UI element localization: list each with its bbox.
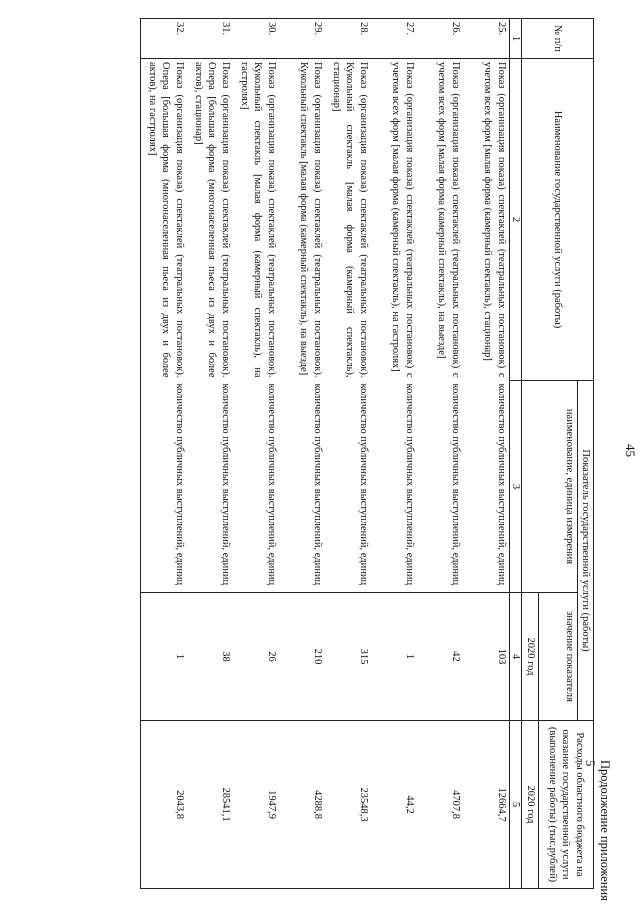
row-number: 29. (279, 19, 325, 59)
column-number: 1 (509, 19, 522, 59)
service-name: Показ (организация показа) спектаклей (театральных постановок). Опера [большая форма (многонаселенная пьеса из двух и более актов), на гастролях] (140, 59, 187, 381)
service-name: Показ (организация показа) спектаклей (театральных постановок) с учетом всех форм [малая форма (камерный спектакль), стационар] (482, 62, 507, 378)
indicator-value: 26 (233, 593, 279, 721)
expenses-value: 2043,8 (140, 721, 187, 889)
table-row (417, 19, 463, 889)
header-col-expenses-year: 2020 год (522, 721, 538, 889)
expenses-value: 23548,3 (325, 721, 371, 889)
continuation-note: Продолжение приложения 5 (583, 760, 612, 901)
table-row (233, 19, 279, 889)
header-row-1 (577, 19, 593, 889)
table-row (140, 19, 187, 889)
header-col-num: № п/п (522, 19, 594, 59)
column-number: 4 (509, 593, 522, 721)
table-row (187, 19, 233, 889)
expenses-value: 4288,8 (279, 721, 325, 889)
row-number: 28. (325, 19, 371, 59)
table-row (279, 19, 325, 889)
expenses-value: 44,2 (371, 721, 417, 889)
row-number: 30. (233, 19, 279, 59)
header-col-value: значение показателя (538, 593, 577, 721)
table-row (371, 19, 417, 889)
column-number: 2 (509, 59, 522, 381)
header-col-value-year: 2020 год (522, 593, 538, 721)
header-col-name: Наименование государственной услуги (работы) (522, 59, 594, 381)
service-name: Показ (организация показа) спектаклей (театральных постановок). Кукольный спектакль [малая форма (камерный спектакль), стационар] (330, 62, 369, 378)
indicator-unit: количество публичных выступлений, единиц (495, 383, 507, 586)
indicator-unit: количество публичных выступлений, единиц (219, 383, 231, 586)
column-number: 5 (509, 721, 522, 889)
expenses-value: 28541,1 (187, 721, 233, 889)
indicator-unit: количество публичных выступлений, единиц (140, 381, 187, 593)
header-col-unit: наименование, единица измерения (522, 381, 577, 593)
service-name: Показ (организация показа) спектаклей (театральных постановок). Опера [большая форма (многонаселенная пьеса из двух и более актов), стационар] (192, 62, 231, 378)
column-number: 3 (509, 381, 522, 593)
row-number: 25. (463, 19, 510, 59)
indicator-value: 315 (325, 593, 371, 721)
row-number: 32. (140, 19, 187, 59)
expenses-value: 4707,8 (417, 721, 463, 889)
table-body (140, 19, 509, 889)
row-number: 26. (417, 19, 463, 59)
indicator-unit: количество публичных выступлений, единиц (403, 383, 415, 586)
header-col-indicator-group: Показатель государственной услуги (работы) (577, 381, 593, 721)
services-table (140, 18, 594, 889)
indicator-unit: количество публичных выступлений, единиц (357, 383, 369, 586)
header-col-expenses: Расходы областного бюджета на оказание государственной услуги (выполнение работы) (тыс.рублей) (538, 721, 593, 889)
table-row (463, 19, 510, 889)
indicator-unit: количество публичных выступлений, единиц (449, 383, 461, 586)
page-number: 45 (623, 444, 638, 457)
expenses-value: 1947,9 (233, 721, 279, 889)
table-row (325, 19, 371, 889)
indicator-value: 42 (417, 593, 463, 721)
column-number-row (509, 19, 522, 889)
indicator-unit: количество публичных выступлений, единиц (311, 383, 323, 586)
service-name: Показ (организация показа) спектаклей (театральных постановок). Кукольный спектакль [малая форма (камерный спектакль), на выезде] (298, 62, 323, 378)
indicator-unit: количество публичных выступлений, единиц (265, 383, 277, 586)
row-number: 31. (187, 19, 233, 59)
indicator-value: 210 (279, 593, 325, 721)
indicator-value: 103 (463, 593, 510, 721)
indicator-value: 1 (371, 593, 417, 721)
indicator-value: 38 (187, 593, 233, 721)
expenses-value: 12664,7 (463, 721, 510, 889)
service-name: Показ (организация показа) спектаклей (театральных постановок). Кукольный спектакль [малая форма (камерный спектакль), на гастролях] (238, 62, 277, 378)
indicator-value: 1 (140, 593, 187, 721)
row-number: 27. (371, 19, 417, 59)
service-name: Показ (организация показа) спектаклей (театральных постановок) с учетом всех форм [малая форма (камерный спектакль), на выезде] (436, 62, 461, 378)
service-name: Показ (организация показа) спектаклей (театральных постановок) с учетом всех форм [малая форма (камерный спектакль), на гастролях] (390, 62, 415, 378)
